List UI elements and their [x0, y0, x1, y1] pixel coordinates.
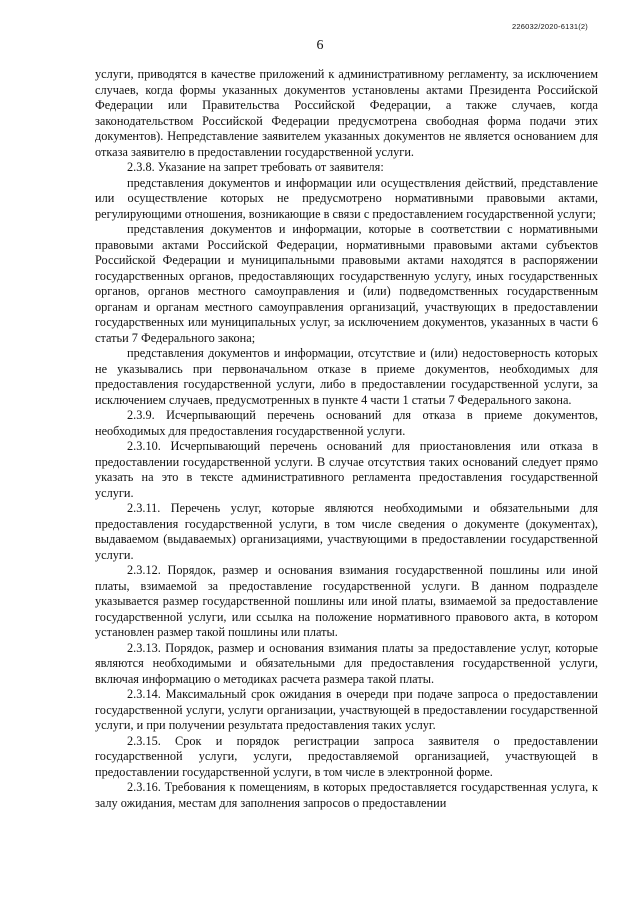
paragraph-2-3-14: 2.3.14. Максимальный срок ожидания в очереди при подаче запроса о предоставлении государственной услуги, услуги организации, участвующей в предоставлении государственной услуги, и при получении результата предоставления таких услуг.	[95, 687, 598, 732]
paragraph-2-3-15: 2.3.15. Срок и порядок регистрации запроса заявителя о предоставлении государственной услуги, услуги, предоставляемой организацией, участвующей в предоставлении государственной услуги, в том числе в электронной форме.	[95, 733, 598, 779]
document-number: 226032/2020-6131(2)	[512, 22, 588, 31]
paragraph-2-3-12: 2.3.12. Порядок, размер и основания взимания государственной пошлины или иной платы, взимаемой за предоставление государственной услуги. В данном подразделе указывается размер государственной пошлины или иной платы, взимаемой за предоставление государственной услуги, или ссылка на положение нормативного правового акта, в котором установлен размер такой пошлины или платы.	[95, 563, 598, 639]
paragraph-2-3-13: 2.3.13. Порядок, размер и основания взимания платы за предоставление услуг, которые являются необходимыми и обязательными для предоставления государственной услуги, включая информацию о методиках расчета размера такой платы.	[95, 640, 598, 686]
paragraph-2-3-9: 2.3.9. Исчерпывающий перечень оснований для отказа в приеме документов, необходимых для предоставления государственной услуги.	[95, 408, 598, 438]
page-number: 6	[316, 38, 324, 53]
paragraph-prohibition-3: представления документов и информации, отсутствие и (или) недостоверность которых не указывались при первоначальном отказе в приеме документов, необходимых для предоставления государственной услуги, либо в предоставлении государственной услуги, за исключением случаев, предусмотренных в пункте 4 части 1 статьи 7 Федерального закона.	[95, 346, 598, 407]
paragraph-2-3-10: 2.3.10. Исчерпывающий перечень оснований для приостановления или отказа в предоставлении государственной услуги. В случае отсутствия таких оснований следует прямо указать на это в тексте административного регламента предоставления государственной услуги.	[95, 439, 598, 500]
paragraph-prohibition-1: представления документов и информации или осуществления действий, представление или осуществление которых не предусмотрено нормативными правовыми актами, регулирующими отношения, возникающие в связи с предоставлением государственной услуги;	[95, 175, 598, 221]
paragraph-prohibition-2: представления документов и информации, которые в соответствии с нормативными правовыми актами Российской Федерации, нормативными правовыми актами субъектов Российской Федерации и муниципальными правовыми актами находятся в распоряжении государственных органов, предоставляющих государственную услугу, иных государственных органов, органов местного самоуправления и (или) подведомственных государственным органам и органам местного самоуправления организаций, участвующих в предоставлении государственных или муниципальных услуг, за исключением документов, указанных в части 6 статьи 7 Федерального закона;	[95, 222, 598, 345]
paragraph-2-3-8: 2.3.8. Указание на запрет требовать от заявителя:	[127, 160, 384, 174]
paragraph-continuation: услуги, приводятся в качестве приложений к административному регламенту, за исключением случаев, когда формы указанных документов установлены актами Президента Российской Федерации или Правительства Российской Федерации, а также случаев, когда законодательством Российской Федерации предусмотрена свободная форма подачи этих документов). Непредставление заявителем указанных документов не является основанием для отказа заявителю в предоставлении государственной услуги.	[95, 67, 598, 159]
paragraph-2-3-11: 2.3.11. Перечень услуг, которые являются необходимыми и обязательными для предоставления государственной услуги, в том числе сведения о документе (документах), выдаваемом (выдаваемых) организациями, участвующими в предоставлении государственной услуги.	[95, 501, 598, 562]
paragraph-2-3-16: 2.3.16. Требования к помещениям, в которых предоставляется государственная услуга, к залу ожидания, местам для заполнения запросов о предоставлении	[95, 780, 598, 810]
document-body	[95, 67, 598, 811]
